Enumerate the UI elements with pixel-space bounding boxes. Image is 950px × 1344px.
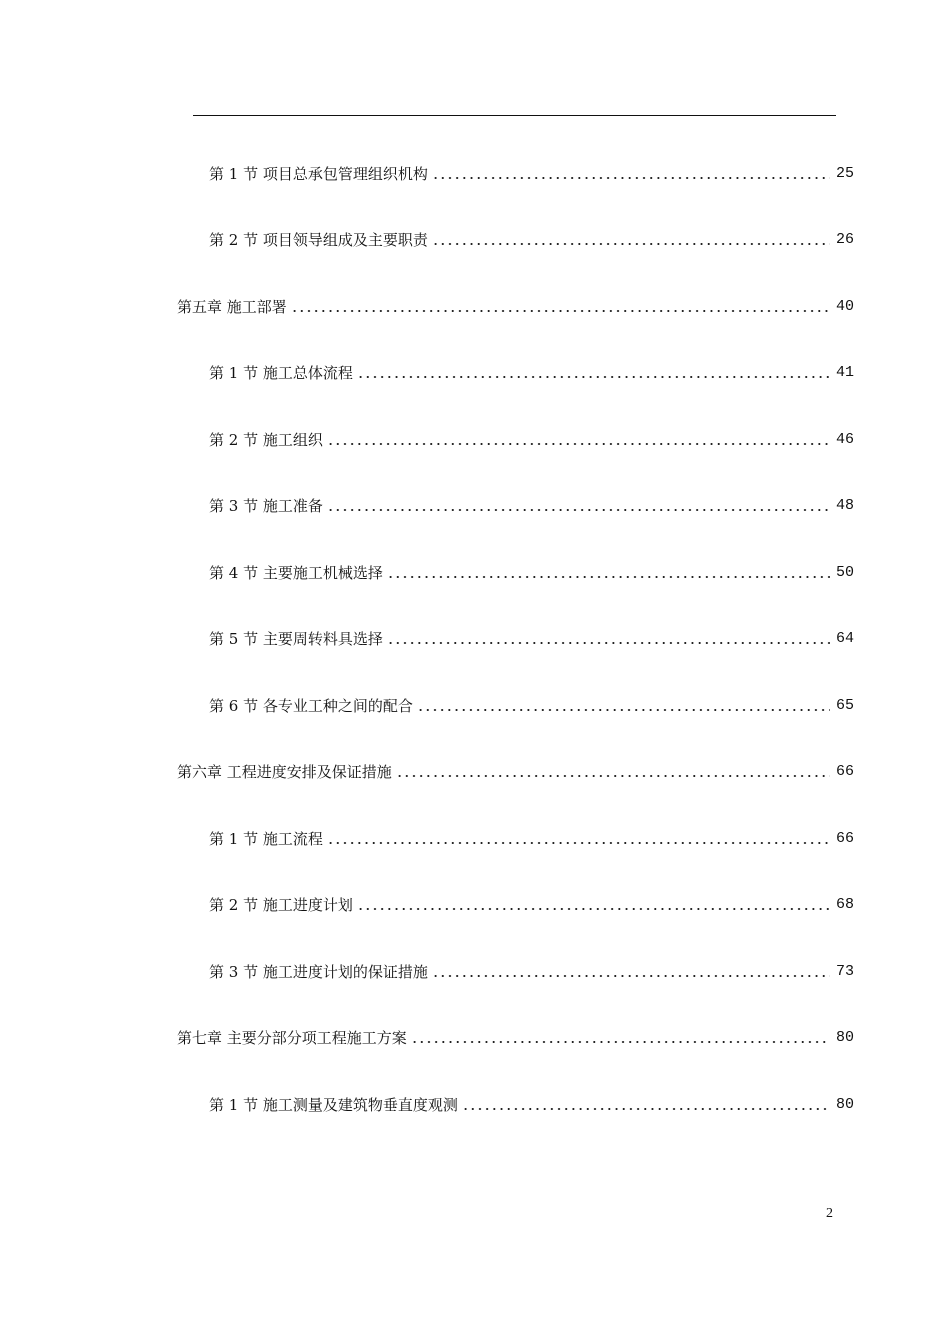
- toc-entry-title: 第 1 节 施工总体流程: [209, 364, 353, 382]
- toc-entry-title: 第 6 节 各专业工种之间的配合: [209, 697, 413, 715]
- toc-entry-title: 第 1 节 施工测量及建筑物垂直度观测: [209, 1096, 458, 1114]
- toc-entry[interactable]: [209, 361, 854, 385]
- toc-dot-leader: [432, 975, 830, 977]
- toc-entry-title: 第七章 主要分部分项工程施工方案: [177, 1029, 407, 1047]
- toc-entry-title: 第 2 节 施工进度计划: [209, 896, 353, 914]
- toc-entry-page: 46: [835, 431, 854, 448]
- toc-entry-page: 26: [835, 231, 854, 248]
- toc-entry-title: 第 3 节 施工准备: [209, 497, 323, 515]
- toc-entry-title: 第 4 节 主要施工机械选择: [209, 564, 383, 582]
- toc-entry-page: 66: [835, 763, 854, 780]
- toc-entry-title: 第 1 节 施工流程: [209, 830, 323, 848]
- toc-entry-page: 64: [835, 630, 854, 647]
- toc-entry-title: 第 5 节 主要周转料具选择: [209, 630, 383, 648]
- toc-entry-title: 第五章 施工部署: [177, 298, 287, 316]
- toc-dot-leader: [396, 775, 830, 777]
- toc-entry-page: 80: [835, 1096, 854, 1113]
- toc-dot-leader: [291, 310, 830, 312]
- toc-dot-leader: [432, 243, 830, 245]
- toc-dot-leader: [411, 1041, 830, 1043]
- toc-dot-leader: [432, 177, 830, 179]
- toc-dot-leader: [327, 509, 830, 511]
- toc-entry-title: 第 2 节 项目领导组成及主要职责: [209, 231, 428, 249]
- page-number: 2: [826, 1206, 833, 1221]
- toc-dot-leader: [327, 842, 830, 844]
- toc-dot-leader: [327, 443, 830, 445]
- toc-entry-page: 40: [835, 298, 854, 315]
- toc-entry[interactable]: [209, 694, 854, 718]
- toc-dot-leader: [462, 1108, 830, 1110]
- toc-entry-title: 第六章 工程进度安排及保证措施: [177, 763, 392, 781]
- toc-entry-page: 66: [835, 830, 854, 847]
- toc-dot-leader: [357, 376, 830, 378]
- toc-entry-page: 80: [835, 1029, 854, 1046]
- toc-entry[interactable]: [209, 827, 854, 851]
- toc-entry[interactable]: [209, 228, 854, 252]
- toc-dot-leader: [387, 576, 830, 578]
- toc-entry[interactable]: [209, 162, 854, 186]
- toc-entry-page: 73: [835, 963, 854, 980]
- toc-entry-page: 41: [835, 364, 854, 381]
- toc-entry-title: 第 2 节 施工组织: [209, 431, 323, 449]
- toc-entry-page: 48: [835, 497, 854, 514]
- toc-entry[interactable]: [209, 428, 854, 452]
- toc-entry[interactable]: [209, 893, 854, 917]
- toc-dot-leader: [417, 709, 830, 711]
- toc-entry[interactable]: [177, 1026, 854, 1050]
- toc-entry-page: 65: [835, 697, 854, 714]
- toc-entry-page: 25: [835, 165, 854, 182]
- toc-entry[interactable]: [209, 960, 854, 984]
- toc-dot-leader: [357, 908, 830, 910]
- toc-entry[interactable]: [209, 1093, 854, 1117]
- toc-entry-page: 50: [835, 564, 854, 581]
- toc-entry[interactable]: [209, 627, 854, 651]
- toc-entry-title: 第 3 节 施工进度计划的保证措施: [209, 963, 428, 981]
- toc-entry-title: 第 1 节 项目总承包管理组织机构: [209, 165, 428, 183]
- toc-entry[interactable]: [209, 494, 854, 518]
- toc-entry-page: 68: [835, 896, 854, 913]
- toc-entry[interactable]: [177, 760, 854, 784]
- toc-entry[interactable]: [209, 561, 854, 585]
- toc-dot-leader: [387, 642, 830, 644]
- toc-entry[interactable]: [177, 295, 854, 319]
